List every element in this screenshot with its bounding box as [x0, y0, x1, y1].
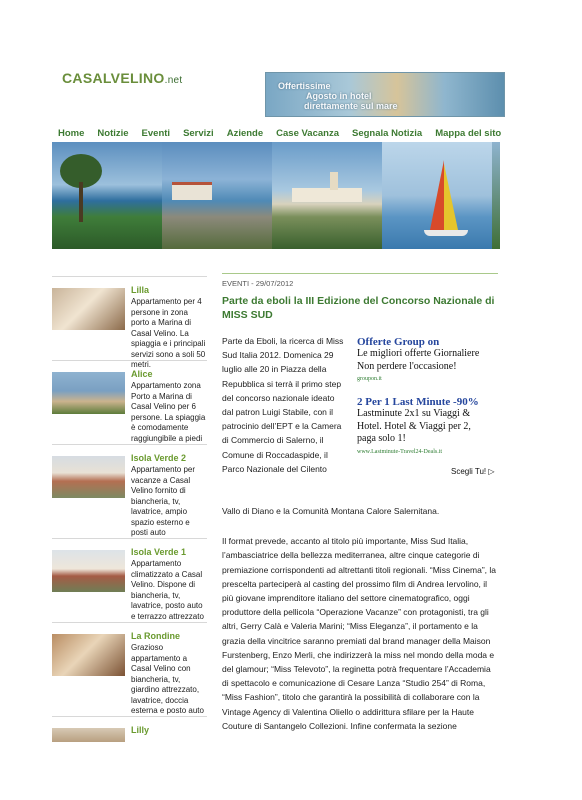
article-body: Il format prevede, accanto al titolo più importante, Miss Sud Italia, l’ambasciatrice della bellezza mediterranea, altre cinque categorie di premiazione corrispondenti ad altrettanti titoli regionali. “Miss Cinema”, la prescelta parteciperà al casting del prossimo film di Andrea Iervolino, il più giovane imprenditore italiano del settore cinematografico, oggi produttore della pellicola “Operazione Vacanze” con protagonisti, tra gli altri, Gerry Calà e Valeria Marini; “Miss Eleganza”, il portamento e la grazia della vincitrice saranno premiati dal brand manager della Maison Furstenberg, Enzo Merli, che indirizzerà la miss nel mondo della moda e del glamour; “Miss Televoto”, la reginetta potrà frequentare l’Accademia di spettacolo e comunicazione di Cesare Lanza “Studio 254” di Roma, “Miss Fashion”, titolo che garantirà la possibilità di collaborare con la Vintage Agency di Valentina Oliello o addirittura sfilare per la Haute Couture di Santangelo Collezioni. Infine confermata la sezione — [222, 536, 497, 731]
article-divider — [222, 273, 498, 274]
sail-yellow — [444, 164, 458, 230]
listing-title[interactable]: La Rondine — [131, 631, 180, 641]
hotel-offer-banner[interactable] — [265, 72, 505, 117]
nav-home[interactable]: Home — [58, 128, 85, 139]
article-intro: Parte da Eboli, la ricerca di Miss Sud Italia 2012. Domenica 29 luglio alle 20 in Piazza della Repubblica si terrà il primo step del concorso nazionale ideato dal patron Luigi Stabile, con il patrocinio dell’EPT e la Camera di Commercio di Salerno, il Comune di Roccadaspide, il Parco Nazionale del Cilento — [222, 336, 344, 474]
listing-thumbnail[interactable] — [52, 288, 125, 330]
header-photo-sailboat — [382, 142, 492, 249]
ad-text: Le migliori offerte Giornaliere — [357, 348, 480, 359]
listing-description: Appartamento climatizzato a Casal Velino. Dispone di biancheria, tv, lavatrice, posto auto e terrazzo attrezzato — [131, 559, 204, 621]
nav-aziende[interactable]: Aziende — [226, 128, 264, 139]
header-photo-harbor — [162, 142, 272, 249]
listing-thumbnail[interactable] — [52, 550, 125, 592]
ad-title[interactable]: Offerte Group on — [357, 336, 440, 348]
listing-description: Appartamento zona Porto a Marina di Casal Velino per 6 persone. La spiaggia è comodamente raggiungibile a piedi — [131, 381, 206, 443]
nav-notizie[interactable]: Notizie — [97, 128, 129, 139]
listing-thumbnail[interactable] — [52, 456, 125, 498]
sponsored-ads-block — [357, 336, 499, 476]
ad-groupon[interactable] — [357, 336, 499, 382]
main-navigation — [58, 128, 501, 139]
houses-shape — [172, 182, 212, 200]
ad-title[interactable]: 2 Per 1 Last Minute -90% — [357, 396, 479, 408]
listing-item[interactable] — [52, 444, 207, 538]
site-logo[interactable] — [62, 70, 183, 86]
trunk-shape — [79, 182, 83, 222]
listing-item[interactable] — [52, 622, 207, 716]
article-column — [222, 273, 498, 733]
banner-line-2: Agosto in hotel — [306, 91, 372, 101]
holiday-homes-sidebar — [52, 276, 207, 746]
logo-tld: .net — [164, 75, 183, 86]
ad-text: Hotel. Hotel & Viaggi per 2, — [357, 420, 471, 432]
listing-item[interactable] — [52, 360, 207, 444]
listing-item[interactable] — [52, 276, 207, 369]
ad-text: paga solo 1! — [357, 433, 406, 444]
header-photo-hill-town — [272, 142, 382, 249]
nav-servizi[interactable]: Servizi — [183, 128, 214, 139]
sail-red — [430, 160, 444, 230]
listing-title[interactable]: Alice — [131, 369, 153, 379]
listing-title[interactable]: Lilly — [131, 725, 150, 735]
tower-shape — [330, 172, 338, 190]
article-intro-area — [222, 334, 498, 504]
ad-text: Lastminute 2x1 su Viaggi & — [357, 408, 471, 419]
banner-line-1: Offertissime — [278, 81, 331, 91]
header-photo-coast-trees — [52, 142, 162, 249]
listing-description: Appartamento per vacanze a Casal Velino fornito di biancheria, tv, lavatrice, ampio spazio esterno e posti auto — [131, 465, 196, 537]
nav-case-vacanza[interactable]: Case Vacanza — [276, 128, 339, 139]
ad-lastminute[interactable] — [357, 396, 499, 455]
article-title[interactable]: Parte da eboli la III Edizione del Concorso Nazionale di MISS SUD — [222, 295, 495, 321]
ad-url[interactable]: groupon.it — [357, 376, 382, 382]
banner-line-3: direttamente sul mare — [304, 101, 398, 111]
listing-title[interactable]: Isola Verde 1 — [131, 547, 187, 557]
ad-choices-link[interactable]: Scegli Tu! ▷ — [451, 467, 495, 476]
listing-item[interactable] — [52, 716, 207, 746]
listing-thumbnail[interactable] — [52, 372, 125, 414]
listing-title[interactable]: Isola Verde 2 — [131, 453, 187, 463]
listing-description: Grazioso appartamento a Casal Velino con biancheria, tv, giardino attrezzato, lavatrice, doccia esterna e posto auto — [131, 643, 204, 715]
header-photo-edge — [492, 142, 500, 249]
nav-mappa-del-sito[interactable]: Mappa del sito — [435, 128, 502, 139]
listing-thumbnail[interactable] — [52, 728, 125, 742]
ad-text: Non perdere l'occasione! — [357, 360, 457, 372]
logo-text: CASALVELINO — [62, 70, 165, 86]
article-intro-continued: Vallo di Diano e la Comunità Montana Calore Salernitana. — [222, 506, 440, 516]
listing-thumbnail[interactable] — [52, 634, 125, 676]
nav-segnala-notizia[interactable]: Segnala Notizia — [352, 128, 423, 139]
nav-eventi[interactable]: Eventi — [141, 128, 171, 139]
boat-hull — [424, 230, 468, 236]
town-shape — [292, 188, 362, 202]
listing-description: Appartamento per 4 persone in zona porto a Marina di Casal Velino. La spiaggia e i principali servizi sono a soli 50 metri. — [131, 297, 206, 369]
listing-item[interactable] — [52, 538, 207, 622]
listing-title[interactable]: Lilla — [131, 285, 150, 295]
article-category-date: EVENTI - 29/07/2012 — [222, 279, 294, 288]
ad-url[interactable]: www.Lastminute-Travel24-Deals.it — [357, 448, 443, 455]
header-photo-strip — [52, 142, 500, 249]
